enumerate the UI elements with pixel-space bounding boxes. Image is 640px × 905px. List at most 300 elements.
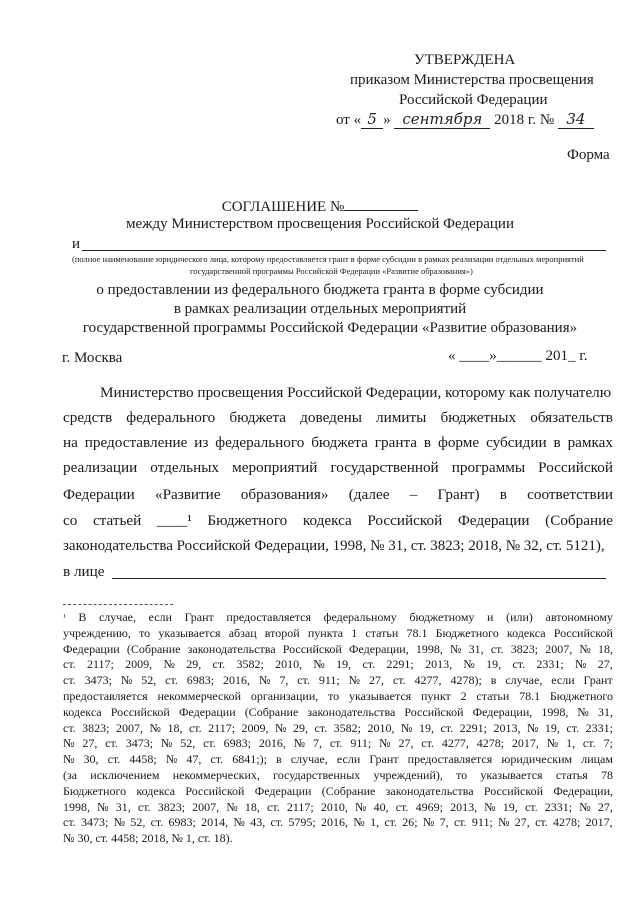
footnote-word: ст. bbox=[63, 657, 76, 672]
footnote-word: кодекса bbox=[136, 783, 176, 798]
footnote-word: (Собрание bbox=[126, 641, 181, 656]
word: программы bbox=[451, 459, 526, 476]
footnote-word: Российской bbox=[110, 704, 170, 719]
word: кодекса bbox=[302, 512, 352, 529]
footnote-word: случае, bbox=[290, 752, 328, 767]
footnote-word: 4278; bbox=[553, 815, 581, 830]
word: Федерации bbox=[457, 512, 530, 529]
footnote-word: 27, bbox=[398, 736, 414, 751]
footnote-word: 1, bbox=[566, 736, 576, 751]
date-mid: » bbox=[383, 112, 391, 128]
footnote-word: 2007, bbox=[116, 720, 144, 735]
footnote-word: № bbox=[233, 815, 245, 830]
footnote-word: ст. bbox=[203, 736, 216, 751]
footnote-word: 1998, bbox=[63, 799, 90, 814]
word: Федерации bbox=[63, 486, 135, 503]
footnote-line bbox=[63, 784, 613, 800]
footnote-separator bbox=[63, 604, 173, 605]
footnote-word: законодательства bbox=[307, 704, 396, 719]
footnote-word: 52, bbox=[130, 815, 146, 830]
footnote-line bbox=[63, 657, 613, 673]
recipient-blank-line bbox=[82, 250, 606, 251]
footnote-word: 2117; bbox=[86, 657, 114, 672]
footnote-word: 2007, bbox=[545, 641, 573, 656]
footnote-word: указывается bbox=[480, 767, 543, 782]
footnote-word: 18, bbox=[167, 720, 183, 735]
footnote-line bbox=[63, 815, 613, 831]
footnote-word: № bbox=[401, 720, 413, 735]
footnote-word: Грант bbox=[184, 610, 214, 624]
footnote-word: 31, bbox=[468, 641, 484, 656]
footnote-word: 78.1 bbox=[519, 688, 541, 703]
footnote-word: 2009, bbox=[241, 720, 269, 735]
footnote-word: 4458; bbox=[129, 752, 157, 767]
footnote-word: 2010, bbox=[367, 720, 395, 735]
footnote-word: ст. bbox=[490, 641, 504, 656]
footnote-word: 3473; bbox=[84, 673, 112, 688]
footnote-line bbox=[63, 768, 613, 784]
footnote-word: № bbox=[579, 799, 591, 814]
footnote-word: № bbox=[379, 736, 391, 751]
word: статьей bbox=[92, 512, 142, 529]
footnote-word: № bbox=[484, 799, 496, 814]
word: Бюджетного bbox=[207, 512, 288, 529]
footnote-word: № bbox=[163, 657, 175, 672]
footnote-word: некоммерческих, bbox=[172, 767, 260, 782]
footnote-word: ст. bbox=[314, 720, 328, 735]
footnote-word: № bbox=[348, 673, 361, 688]
word: гранта bbox=[374, 434, 418, 451]
footnote-word: № bbox=[275, 720, 287, 735]
footnote-word: № bbox=[579, 641, 591, 656]
footnote-word: Федерации, bbox=[349, 641, 409, 656]
footnote-word: если bbox=[148, 610, 172, 624]
word: бюджетных bbox=[440, 409, 517, 426]
footnote-line bbox=[63, 626, 613, 642]
footnote-word: ст. bbox=[270, 815, 284, 830]
footnote-word: 6841;); bbox=[232, 752, 267, 767]
word: государственной bbox=[330, 459, 439, 476]
footnote-word: 2331; bbox=[536, 657, 564, 672]
word: рамках bbox=[567, 434, 613, 451]
footnote-word: 52, bbox=[141, 673, 157, 688]
word: Российской bbox=[538, 459, 613, 476]
footnote-word: 3823; bbox=[157, 799, 186, 814]
footnote-word: ст. bbox=[188, 720, 202, 735]
footnote-word: № bbox=[293, 736, 306, 751]
footnote-word: № bbox=[63, 752, 75, 767]
word: средств bbox=[63, 409, 113, 426]
footnote-word: № bbox=[97, 799, 109, 814]
footnote-line bbox=[63, 800, 613, 816]
footnote-word: 4277, bbox=[441, 736, 469, 751]
footnote-word: Российской bbox=[185, 783, 245, 798]
footnote-word: 30, bbox=[83, 752, 99, 767]
approval-line2: Российской Федерации bbox=[399, 92, 548, 108]
footnote-marker: ¹ bbox=[63, 612, 66, 622]
handwritten-day: 5 bbox=[361, 110, 383, 129]
word: обязательств bbox=[530, 409, 613, 426]
word: – bbox=[409, 486, 418, 503]
footnote-word: ст. bbox=[329, 736, 343, 751]
footnote-word: ст. bbox=[63, 815, 76, 830]
footnote-word: кодекса bbox=[63, 704, 102, 719]
footnote-word: Российской bbox=[282, 641, 342, 656]
word: на bbox=[63, 434, 78, 451]
footnote-word: 4278; bbox=[476, 736, 505, 751]
footnote-word: в bbox=[490, 673, 497, 688]
subject-line3: государственной программы Российской Федерации «Развитие образования» bbox=[82, 320, 578, 336]
word: реализации bbox=[63, 459, 138, 476]
word: из bbox=[194, 434, 209, 451]
footnote-word: Федерации, bbox=[553, 783, 613, 798]
footnote-word: исключением bbox=[90, 767, 160, 782]
footnote-word: 2017, bbox=[511, 736, 539, 751]
footnote-word: ст. bbox=[105, 736, 118, 751]
footnote-word: 47, bbox=[186, 752, 202, 767]
footnote-word: случае, bbox=[98, 610, 136, 624]
footnote-word: № bbox=[575, 657, 587, 672]
footnote-line bbox=[63, 721, 613, 737]
footnote-word: № bbox=[526, 720, 539, 735]
footnote-word: 31, bbox=[115, 799, 131, 814]
footnote-word: № bbox=[450, 641, 462, 656]
caption-line1: (полное наименование юридического лица, которому предоставляется грант в форме субсидии в рамках реализации отдельных мероприятий bbox=[72, 254, 584, 264]
footnote-word: ст. bbox=[535, 815, 548, 830]
date-blank: « ____»______ 201_ г. bbox=[448, 348, 588, 364]
word: Российской bbox=[367, 512, 443, 529]
footnote-word: № bbox=[498, 815, 510, 830]
word: в bbox=[499, 486, 507, 503]
footnote-last-line: № 30, ст. 4458; 2018, № 1, ст. 18). bbox=[63, 831, 233, 846]
footnote-word: № bbox=[149, 720, 161, 735]
date-prefix: от « bbox=[336, 112, 362, 128]
footnote-word: № bbox=[353, 815, 365, 830]
body-line3 bbox=[63, 434, 613, 452]
footnote-word: Федерации bbox=[254, 783, 312, 798]
footnote-line bbox=[63, 673, 613, 689]
footnote-word: 2013, bbox=[425, 657, 453, 672]
word: в bbox=[553, 434, 561, 451]
footnote-word: Грант bbox=[583, 673, 613, 688]
footnote-word: 19, bbox=[418, 720, 434, 735]
footnote-word: 78.1 bbox=[406, 625, 428, 640]
footnote-word: 911; bbox=[318, 673, 340, 688]
word: бюджета bbox=[229, 409, 287, 426]
footnote-word: то bbox=[328, 688, 340, 703]
footnote-word: если bbox=[336, 752, 361, 767]
footnote-word: 78 bbox=[601, 767, 613, 782]
footnote-word: то bbox=[456, 767, 468, 782]
footnote-word: 3582; bbox=[333, 720, 361, 735]
footnote-word: статьи bbox=[476, 688, 510, 703]
footnote-word: 19, bbox=[486, 657, 502, 672]
footnote-word: 5795; bbox=[288, 815, 316, 830]
footnote-word: государственных bbox=[273, 767, 361, 782]
footnote bbox=[63, 610, 613, 847]
footnote-word: 3473; bbox=[80, 815, 109, 830]
body-line8 bbox=[63, 563, 105, 581]
footnote-word: (за bbox=[63, 767, 78, 782]
in-person-label: в лице bbox=[63, 563, 105, 580]
footnote-word: 3823; bbox=[510, 641, 539, 656]
subject-line2: в рамках реализации отдельных мероприятий bbox=[173, 301, 467, 317]
footnote-word: 27, bbox=[369, 673, 385, 688]
footnote-word: 18, bbox=[598, 641, 613, 656]
word: субсидии bbox=[486, 434, 547, 451]
footnote-word: федеральному bbox=[323, 610, 397, 624]
footnote-word: ст. bbox=[210, 752, 224, 767]
word: форме bbox=[438, 434, 480, 451]
footnote-word: № bbox=[226, 799, 238, 814]
footnote-word: 2117; bbox=[286, 799, 314, 814]
footnote-word: 7, bbox=[279, 673, 289, 688]
footnote-word: № bbox=[463, 657, 475, 672]
word: соответствии bbox=[527, 486, 613, 503]
footnote-word: ст. bbox=[107, 752, 121, 767]
subject-line1: о предоставлении из федерального бюджета гранта в форме субсидии bbox=[96, 282, 544, 298]
word: мероприятий bbox=[232, 459, 318, 476]
footnote-word: № bbox=[422, 815, 435, 830]
footnote-word: статьи bbox=[365, 625, 399, 640]
footnote-word: ст. bbox=[453, 815, 467, 830]
word: Грант) bbox=[437, 486, 480, 503]
body-line5 bbox=[63, 486, 613, 504]
footnote-word: ст. bbox=[150, 815, 164, 830]
footnote-line bbox=[63, 752, 613, 768]
footnote-word: ст. bbox=[512, 657, 526, 672]
footnote-word: Бюджетного bbox=[549, 688, 613, 703]
footnote-word: № bbox=[63, 736, 75, 751]
footnote-word: № bbox=[577, 704, 589, 719]
footnote-word: 27, bbox=[597, 799, 613, 814]
footnote-word: учреждению, bbox=[63, 625, 131, 640]
footnote-word: учреждений), bbox=[373, 767, 443, 782]
footnote-word: 1, bbox=[370, 815, 380, 830]
approval-title: УТВЕРЖДЕНА bbox=[414, 52, 516, 68]
footnote-word: № bbox=[355, 799, 367, 814]
footnote-word: 2331; bbox=[585, 720, 613, 735]
footnote-word: 52, bbox=[180, 736, 196, 751]
body-line2 bbox=[63, 409, 613, 427]
word: федерального bbox=[215, 434, 305, 451]
footnote-word: статья bbox=[555, 767, 588, 782]
footnote-word: 3473; bbox=[125, 736, 154, 751]
footnote-word: некоммерческой bbox=[157, 688, 242, 703]
footnote-word: организации, bbox=[250, 688, 319, 703]
footnote-word: 6983; bbox=[223, 736, 251, 751]
footnote-word: (Собрание bbox=[321, 783, 376, 798]
footnote-word: (или) bbox=[506, 610, 533, 624]
footnote-word: юридическим bbox=[501, 752, 573, 767]
handwritten-month: сентября bbox=[394, 110, 490, 129]
and-label: и bbox=[72, 236, 81, 252]
footnote-word: предоставляется bbox=[226, 610, 312, 624]
word: предоставление bbox=[84, 434, 188, 451]
footnote-word: ст. bbox=[395, 799, 409, 814]
footnote-word: 2010, bbox=[320, 799, 348, 814]
footnote-word: № bbox=[120, 673, 133, 688]
footnote-word: 29, bbox=[292, 720, 308, 735]
footnote-word: 2014, bbox=[201, 815, 229, 830]
body-line7: законодательства Российской Федерации, 1998, № 31, ст. 3823; 2018, № 32, ст. 5121), bbox=[63, 538, 605, 554]
footnote-word: (Собрание bbox=[244, 704, 299, 719]
footnote-word: бюджетному bbox=[409, 610, 475, 624]
footnote-line bbox=[63, 705, 613, 721]
word: со bbox=[63, 512, 78, 529]
footnote-word: 1 bbox=[351, 625, 358, 640]
footnote-word: случае, bbox=[505, 673, 543, 688]
footnote-word: ст. bbox=[137, 799, 151, 814]
footnote-word: Российской bbox=[404, 704, 464, 719]
footnote-word: Бюджетного bbox=[63, 783, 127, 798]
footnote-word: Российской bbox=[553, 625, 613, 640]
footnote-word: 3582; bbox=[236, 657, 264, 672]
footnote-word: 27, bbox=[597, 657, 613, 672]
footnote-word: ст. bbox=[440, 720, 454, 735]
footnote-word: 6983; bbox=[186, 673, 215, 688]
word: в bbox=[423, 434, 432, 451]
footnote-word: № bbox=[113, 815, 126, 830]
footnote-word: 911; bbox=[471, 815, 493, 830]
footnote-word: пункт bbox=[421, 688, 451, 703]
word: «Развитие bbox=[154, 486, 221, 503]
footnote-word: 911; bbox=[350, 736, 372, 751]
between-line: между Министерством просвещения Российской Федерации bbox=[126, 216, 514, 232]
footnote-line bbox=[63, 642, 613, 658]
caption-line2: государственной программы Российской Федерации «Развитие образования») bbox=[190, 266, 473, 276]
footnote-word: второй bbox=[264, 625, 300, 640]
footnote-word: 2016, bbox=[258, 736, 286, 751]
footnote-word: указывается bbox=[349, 688, 412, 703]
footnote-word: законодательства bbox=[187, 641, 276, 656]
representative-blank-line bbox=[112, 578, 606, 579]
footnote-word: Федерации bbox=[63, 641, 120, 656]
word: доведены bbox=[300, 409, 362, 426]
footnote-word: № bbox=[165, 752, 178, 767]
form-label: Форма bbox=[567, 147, 610, 163]
footnote-word: лицам bbox=[581, 752, 613, 767]
footnote-word: 6983; bbox=[168, 815, 196, 830]
footnote-word: 2117; bbox=[208, 720, 236, 735]
approval-date bbox=[336, 110, 594, 129]
footnote-word: 27, bbox=[514, 815, 530, 830]
footnote-word: 2007, bbox=[192, 799, 220, 814]
footnote-word: предоставляется bbox=[407, 752, 493, 767]
footnote-word: ст. bbox=[63, 673, 76, 688]
footnote-word: 4969; bbox=[415, 799, 443, 814]
footnote-word: 19, bbox=[502, 799, 518, 814]
footnote-word: ст. bbox=[384, 815, 398, 830]
year-text: 2018 г. № bbox=[494, 112, 555, 128]
footnote-word: 2291; bbox=[386, 657, 414, 672]
footnote-word: предоставляется bbox=[63, 688, 148, 703]
footnote-line bbox=[63, 736, 613, 752]
footnote-word: и bbox=[487, 610, 494, 624]
word: отдельных bbox=[150, 459, 220, 476]
footnote-word: 31, bbox=[597, 704, 613, 719]
footnote-line bbox=[63, 610, 613, 626]
footnote-word: Бюджетного bbox=[435, 625, 499, 640]
footnote-word: 2291; bbox=[459, 720, 487, 735]
footnote-word: ст. bbox=[267, 799, 280, 814]
footnote-word: кодекса bbox=[506, 625, 546, 640]
footnote-word: 2331; bbox=[544, 799, 573, 814]
footnote-word: ст. bbox=[212, 657, 226, 672]
footnote-word: ст. bbox=[392, 673, 406, 688]
footnote-word: 27, bbox=[82, 736, 98, 751]
footnote-word: ст. bbox=[421, 736, 434, 751]
footnote-word: ст. bbox=[165, 673, 178, 688]
footnote-word: если bbox=[551, 673, 575, 688]
footnote-word: 2016, bbox=[321, 815, 349, 830]
footnote-word: 40, bbox=[373, 799, 389, 814]
word: ____¹ bbox=[156, 512, 192, 529]
footnote-word: ст. bbox=[582, 736, 596, 751]
footnote-word: указывается bbox=[158, 625, 221, 640]
footnote-line bbox=[63, 689, 613, 705]
body-line4 bbox=[63, 459, 613, 477]
footnote-word: 2017, bbox=[585, 815, 613, 830]
footnote-word: 2 bbox=[460, 688, 467, 703]
footnote-word: Федерации bbox=[178, 704, 236, 719]
footnote-word: 2009, bbox=[125, 657, 153, 672]
footnote-word: Грант bbox=[369, 752, 399, 767]
footnote-word: 4277, bbox=[414, 673, 442, 688]
footnote-word: 19, bbox=[336, 657, 352, 672]
footnote-word: 43, bbox=[250, 815, 266, 830]
word: образования» bbox=[240, 486, 329, 503]
agreement-number-blank bbox=[344, 196, 418, 211]
word: (Собрание bbox=[545, 512, 613, 529]
footnote-word: ст. bbox=[362, 657, 376, 672]
footnote-word: 18, bbox=[244, 799, 260, 814]
footnote-word: 2013, bbox=[493, 720, 521, 735]
footnote-word: 2010, bbox=[275, 657, 303, 672]
word: лимиты bbox=[376, 409, 427, 426]
approval-line1: приказом Министерства просвещения bbox=[350, 72, 594, 88]
footnote-word: В bbox=[78, 610, 87, 624]
footnote-word: законодательства bbox=[385, 783, 474, 798]
footnote-word: Федерации, bbox=[472, 704, 533, 719]
footnote-word: ст. bbox=[297, 673, 310, 688]
footnote-word: 26; bbox=[402, 815, 418, 830]
footnote-word: ст. bbox=[566, 720, 580, 735]
footnote-word: пункта bbox=[307, 625, 344, 640]
footnote-word: 29, bbox=[186, 657, 202, 672]
footnote-word: 2016, bbox=[223, 673, 251, 688]
footnote-word: 19, bbox=[544, 720, 560, 735]
footnote-word: 4278); bbox=[450, 673, 482, 688]
footnote-word: то bbox=[139, 625, 151, 640]
footnote-word: 1998, bbox=[415, 641, 443, 656]
word: федерального bbox=[126, 409, 216, 426]
footnote-word: в bbox=[276, 752, 282, 767]
agreement-number-label: СОГЛАШЕНИЕ № bbox=[221, 199, 345, 215]
place: г. Москва bbox=[62, 350, 123, 366]
agreement-title bbox=[0, 196, 640, 216]
footnote-word: 7, bbox=[312, 736, 322, 751]
word: бюджета bbox=[311, 434, 368, 451]
footnote-word: абзац bbox=[228, 625, 257, 640]
footnote-word: № bbox=[546, 736, 559, 751]
footnote-word: № bbox=[313, 657, 325, 672]
footnote-word: автономному bbox=[545, 610, 613, 624]
word: (далее bbox=[348, 486, 390, 503]
footnote-word: Российской bbox=[483, 783, 544, 798]
footnote-word: ст. bbox=[63, 720, 76, 735]
footnote-word: № bbox=[258, 673, 271, 688]
